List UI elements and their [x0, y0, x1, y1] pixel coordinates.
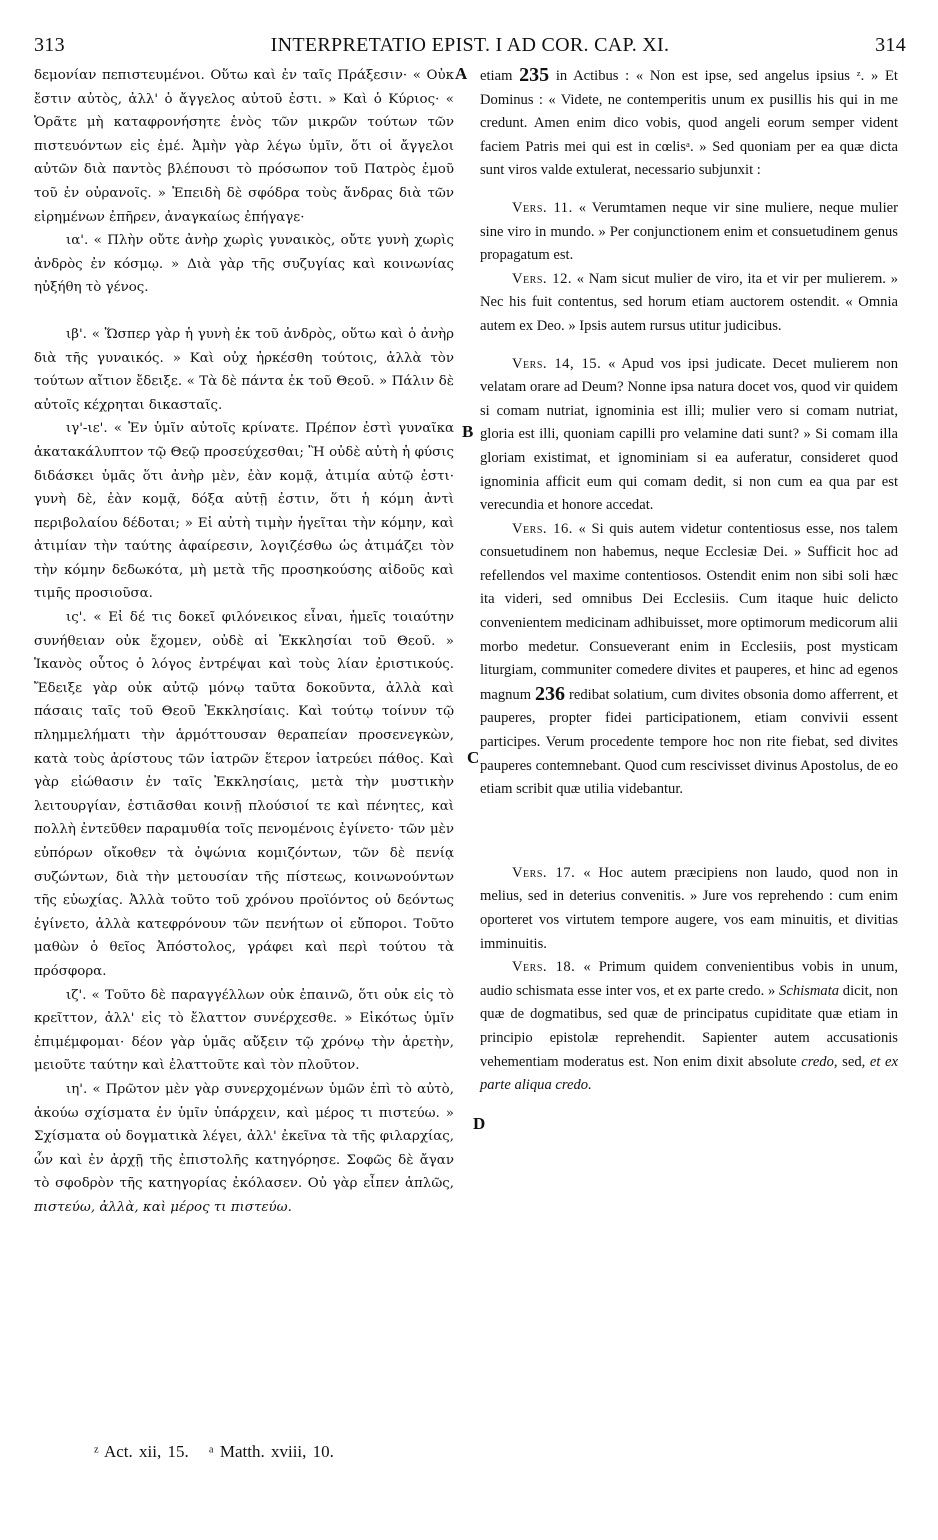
page-number-left: 313 — [34, 34, 65, 56]
latin-paragraph — [480, 64, 898, 183]
running-head — [34, 34, 906, 58]
latin-column — [480, 64, 898, 1098]
verse-label: Vers. 11. — [512, 199, 573, 216]
latin-text: « Verumtamen neque vir sine muliere, neque mulier sine viro in mundo. » Per conjunctionem enim et consuetudinem genus propagatum est. — [480, 199, 898, 264]
latin-text: etiam — [480, 68, 513, 84]
greek-paragraph: ιβ'. « Ὥσπερ γὰρ ἡ γυνὴ ἐκ τοῦ ἀνδρὸς, οὕτω καὶ ὁ ἀνὴρ διὰ τῆς γυναικός. » Καὶ οὐχ ἠρκέσθη τούτοις, ἀλλὰ τὸν τούτων αἴτιον ἔδειξε. « Τὰ δὲ πάντα ἐκ τοῦ Θεοῦ. » Πάλιν δὲ αὐτοῖς κέχρηται δικασταῖς. — [34, 326, 454, 413]
latin-text: « Nam sicut mulier de viro, ita et vir per mulierem. » Nec his fuit contentus, sed horum etiam auctorem ostendit. « Omnia autem ex Deo. » Ipsis autem rursus utitur judicibus. — [480, 270, 898, 334]
verse-label: Vers. 12. — [512, 270, 573, 287]
latin-paragraph — [480, 518, 898, 802]
greek-paragraph — [34, 1078, 454, 1220]
margin-letter-b: B — [462, 422, 474, 441]
verse-label: Vers. 17. — [512, 864, 576, 881]
latin-italic-text: et ex parte aliqua credo. — [480, 1053, 898, 1094]
footnotes — [94, 1442, 348, 1462]
greek-paragraph: ιγ'-ιε'. « Ἐν ὑμῖν αὐτοῖς κρίνατε. Πρέπον ἐστὶ γυναῖκα ἀκατακάλυπτον τῷ Θεῷ προσεύχεσθαι; Ἢ οὐδὲ αὐτὴ ἡ φύσις διδάσκει ὑμᾶς ὅτι ἀνὴρ μὲν, ἐὰν κομᾷ, ἀτιμία αὐτῷ ἐστι· γυνὴ δὲ, ἐὰν κομᾷ, δόξα αὐτῇ ἐστιν, ὅτι ἡ κόμη ἀντὶ περιβολαίου δέδοται; » Εἰ αὐτὴ τιμὴν ἡγεῖται τὴν κόμην, καὶ ἀτιμίαν τὴν ταύτης ἀφαίρεσιν, λογιζέσθω ὡς ἀτιμάζει τὸν τὴν κόμην δεδωκότα, μὴ μετὰ τῆς προσηκούσης αἰδοῦς καὶ τιμῆς προσιοῦσα. — [34, 421, 454, 602]
latin-text: « Primum quidem convenientibus vobis in unum, audio schismata esse inter vos, et ex parte credo. » — [480, 959, 899, 999]
margin-letter-a: A — [455, 64, 468, 83]
margin-letter-c: C — [467, 748, 480, 767]
margin-letter-d: D — [473, 1114, 486, 1133]
greek-column — [34, 64, 454, 1220]
latin-paragraph — [480, 353, 898, 518]
greek-paragraph: ιζ'. « Τοῦτο δὲ παραγγέλλων οὐκ ἐπαινῶ, ὅτι οὐκ εἰς τὸ κρεῖττον, ἀλλ' εἰς τὸ ἔλαττον συνέρχεσθε. » Εἰκότως ὑμῖν ἐπιμέμφομαι· δέον γὰρ ὑμᾶς αὔξειν τῷ χρόνῳ τὴν ἀρετὴν, μειοῦτε ταύτην καὶ ἐλαττοῦτε καὶ τὸν πλοῦτον. — [34, 987, 454, 1074]
column-number: 235 — [519, 64, 550, 86]
greek-text: ιη'. « Πρῶτον μὲν γὰρ συνερχομένων ὑμῶν ἐπὶ τὸ αὐτὸ, ἀκούω σχίσματα ἐν ὑμῖν ὑπάρχειν, καὶ μέρος τι πιστεύω. » Σχίσματα οὐ δογματικὰ λέγει, ἀλλ' ἐκεῖνα τὰ τῆς φιλαρχίας, ὧν καὶ ἐν ἀρχῇ τῆς ἐπιστολῆς κατηγόρησε. Σοφῶς δὲ ἄγαν τὸ σφοδρὸν τῆς κατηγορίας ἐκόλασεν. Οὐ γὰρ εἶπεν ἁπλῶς, — [34, 1081, 454, 1192]
verse-label: Vers. 16. — [512, 520, 573, 537]
latin-text: « Hoc autem præcipiens non laudo, quod non in melius, sed in deterius convenitis. » Jure vos reprehendo : cum enim oporteret vos virtutem tempore augere, vos eam minuitis, et divitias imminuitis. — [480, 864, 898, 952]
greek-paragraph: ια'. « Πλὴν οὔτε ἀνὴρ χωρὶς γυναικὸς, οὔτε γυνὴ χωρὶς ἀνδρὸς ἐν κόσμῳ. » Διὰ γὰρ τῆς συζυγίας καὶ κοινωνίας ηὐξήθη τὸ γένος. — [34, 233, 454, 296]
latin-paragraph — [480, 956, 898, 1098]
latin-italic-text: credo, — [801, 1053, 838, 1070]
latin-paragraph — [480, 862, 898, 956]
column-number: 236 — [535, 682, 566, 705]
latin-text: redibat solatium, cum divites obsonia domo afferrent, et pauperes, propter fidei participationem, etiam convivii essent participes. Verum procedente tempore hoc non rite fiebat, sed divites pauperes contemnebant. Quod cum rescivisset divinus Apostolus, de eo etiam scribit quæ utilia videbantur. — [480, 686, 898, 798]
greek-italic-text: πιστεύω, ἀλλὰ, καὶ μέρος τι πιστεύω. — [34, 1199, 292, 1215]
verse-label: Vers. 14, 15. — [512, 355, 602, 372]
latin-text: « Apud vos ipsi judicate. Decet mulierem non velatam orare ad Deum? Nonne ipsa natura docet vos, quod vir quidem si comam nutriat, ignominia est illi; mulier vero si comam nutriat, gloria est illi, quoniam capilli pro velamine dati sunt? » Si comam illa gloriam existimat, et ignominiam si ea auferatur, consideret quod ignominia afficit eum qui comam dedit, si non cum ea qua par est verecundia et honore accedat. — [480, 355, 898, 514]
latin-text: sed, — [842, 1053, 866, 1070]
latin-italic-text: Schismata — [779, 982, 840, 999]
latin-text: « Si quis autem videtur contentiosus esse, nos talem consuetudinem non habemus, neque Ecclesiæ Dei. » Sufficit hoc ad refellendos vel maxime contentiosos. Ostendit enim non sibi soli hæc ita videri, sed omnibus Dei Ecclesiis. Cum itaque huic delicto convenientem medicinam adhibuisset, more optimorum medicorum alii morbo medetur. Consueverant enim in Ecclesiis, post mysticam liturgiam, communiter comedere divites et pauperes, et hinc ad egenos magnum — [480, 520, 898, 703]
page-number-right: 314 — [875, 34, 906, 56]
latin-text: dicit, non quæ de dogmatibus, sed quæ de principatus cupiditate quæ etiam in principio epistolæ reprehendit. Sapienter autem accusationis vehementiam moderatus est. Non enim dixit absolute — [480, 982, 898, 1070]
latin-paragraph — [480, 268, 898, 339]
latin-paragraph — [480, 197, 898, 268]
footnote: ᶻ Act. xii, 15. — [94, 1442, 189, 1461]
running-title: INTERPRETATIO EPIST. I AD COR. CAP. XI. — [270, 34, 670, 56]
footnote: ᵃ Matth. xviii, 10. — [208, 1442, 334, 1461]
greek-paragraph: δεμονίαν πεπιστευμένοι. Οὕτω καὶ ἐν ταῖς Πράξεσιν· « Οὐκ ἔστιν αὐτὸς, ἀλλ' ὁ ἄγγελος αὐτοῦ ἐστι. » Καὶ ὁ Κύριος· « Ὁρᾶτε μὴ καταφρονήσητε ἑνὸς τῶν μικρῶν τούτων τῶν πιστευόντων εἰς ἐμέ. Ἀμὴν γὰρ λέγω ὑμῖν, ὅτι οἱ ἄγγελοι αὐτῶν διὰ παντὸς βλέπουσι τὸ πρόσωπον τοῦ Πατρὸς ἐμοῦ τοῦ ἐν οὐρανοῖς. » Ἐπειδὴ δὲ σφόδρα τοὺς ἄνδρας διὰ τῶν εἰρημένων ἐπῆρεν, ἀναγκαίως ἐπήγαγε· — [34, 68, 454, 225]
greek-paragraph: ις'. « Εἰ δέ τις δοκεῖ φιλόνεικος εἶναι, ἡμεῖς τοιαύτην συνήθειαν οὐκ ἔχομεν, οὐδὲ αἱ Ἐκκλησίαι τοῦ Θεοῦ. » Ἱκανὸς οὗτος ὁ λόγος ἐντρέψαι καὶ τοὺς λίαν ἐριστικούς. Ἔδειξε γὰρ οὐκ αὐτῷ μόνῳ ταῦτα δοκοῦντα, ἀλλὰ καὶ πάσαις ταῖς τοῦ Θεοῦ Ἐκκλησίαις. Καὶ τούτῳ τοίνυν τῷ πλημμελήματι τὴν ἁρμόττουσαν θεραπείαν προσενεγκὼν, κατὰ τοὺς ἀρίστους τῶν ἰατρῶν ἕτερον ἰατρεύει πάθος. Καὶ γὰρ εἰώθασιν ἐν ταῖς Ἐκκλησίαις, μετὰ τὴν μυστικὴν λειτουργίαν, ἑστιᾶσθαι κοινῇ πλούσιοί τε καὶ πένητες, καὶ πολλὴ ἐντεῦθεν παραμυθία τοῖς πενομένοις ἐγίνετο· τῶν μὲν εὐπόρων οἴκοθεν τὰ ὀψώνια κομιζόντων, τῶν δὲ πενίᾳ συζώντων, διὰ τὴν μετουσίαν τῆς πίστεως, κοινωνούντων τῆς εὐωχίας. Ἀλλὰ τοῦτο τοῦ χρόνου προϊόντος οὐ δεόντως ἐγίνετο, ἀλλὰ κατεφρόνουν τῶν πενήτων οἱ εὔποροι. Τοῦτο μαθὼν ὁ θεῖος Ἀπόστολος, γράφει καὶ περὶ τούτου τὰ πρόσφορα. — [34, 610, 454, 979]
latin-text: in Actibus : « Non est ipse, sed angelus ipsius ᶻ. » Et Dominus : « Videte, ne contemperitis unum ex pusillis his qui in me credunt. Amen enim dico vobis, quod angeli eorum semper vident faciem Patris mei qui est in cœlisᵃ. » Sed quoniam per ea quæ dicta sunt viros valde extulerat, necessario subjunxit : — [480, 68, 898, 179]
verse-label: Vers. 18. — [512, 959, 576, 976]
